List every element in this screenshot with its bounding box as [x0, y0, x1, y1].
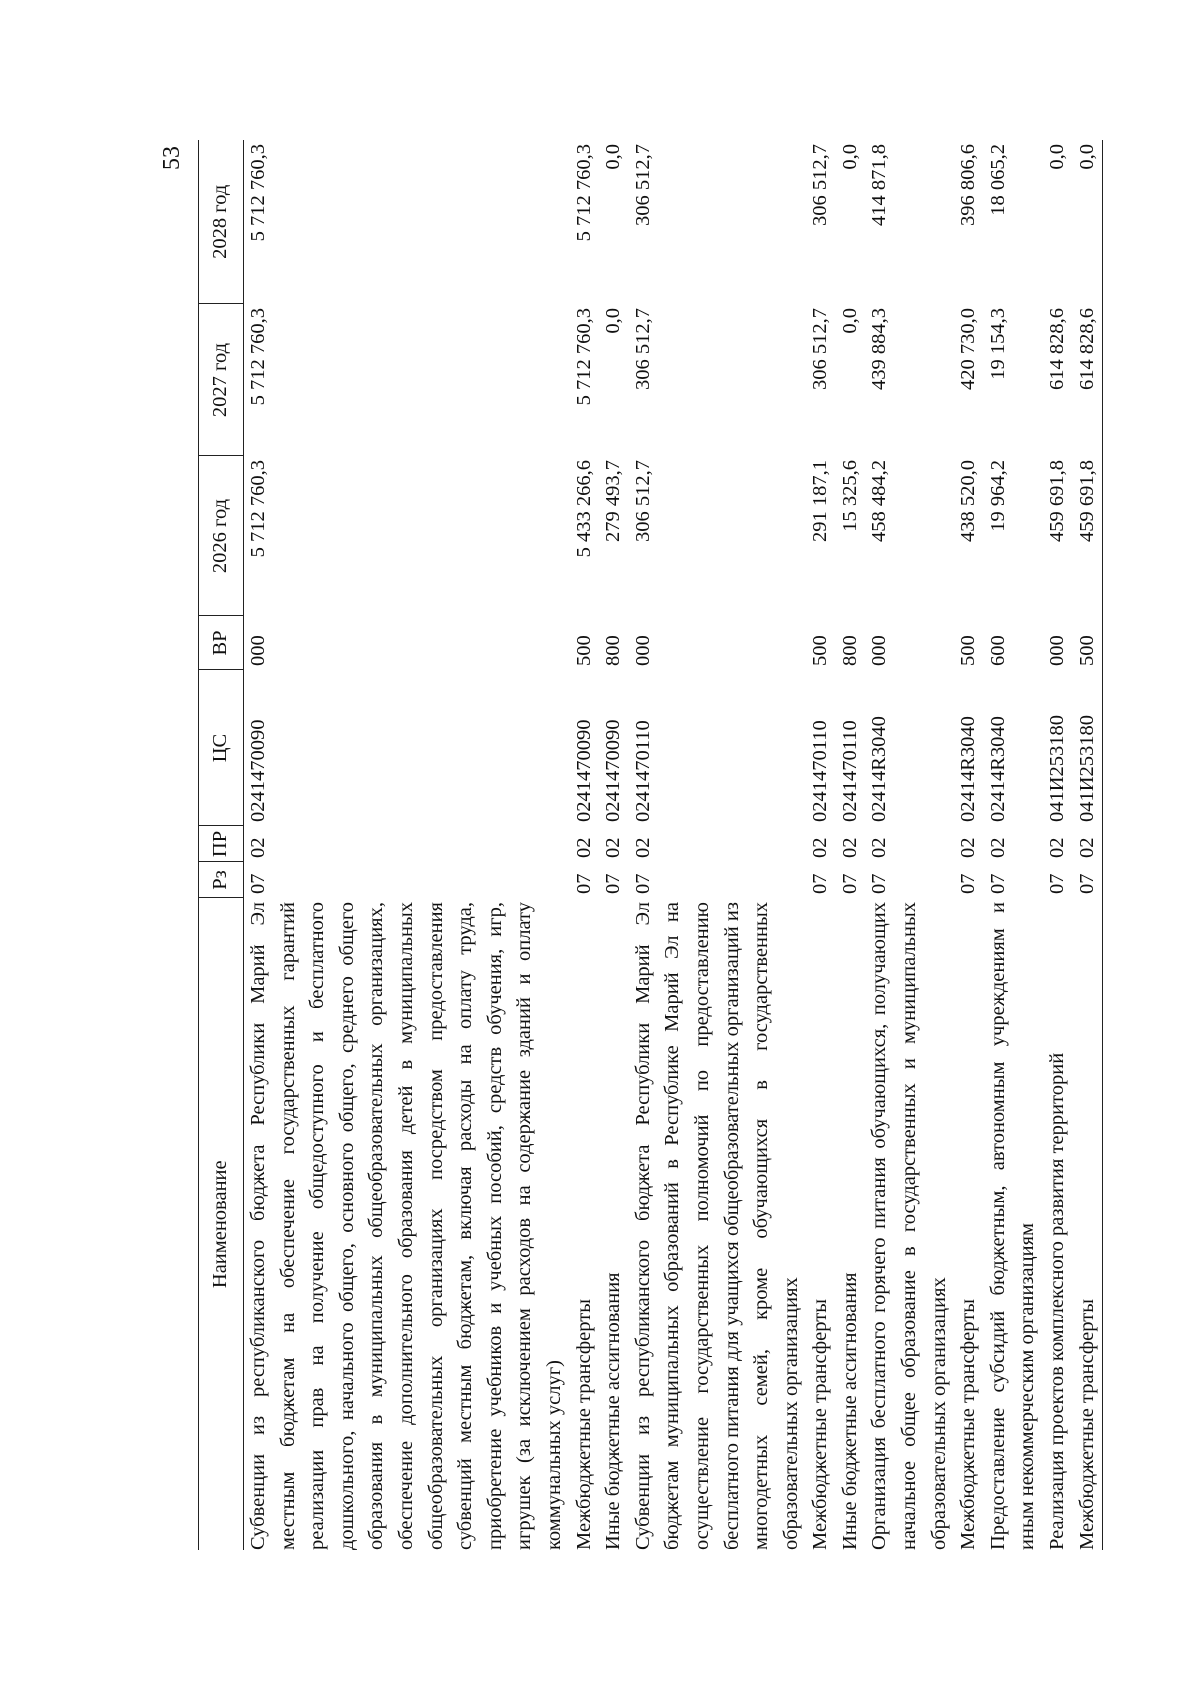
row-pr: 02: [631, 837, 654, 858]
row-cs: 0241470110: [838, 720, 861, 822]
row-name: Субвенции из республиканского бюджета Республики Марий Эл местным бюджетам на обеспечение государственных гарантий реализации прав на получение общедоступного и бесплатного дошкольного, начального общего, основного общего, среднего общего образования в муниципальных общеобразовательных организациях, обеспечение дополнительного образования детей в муниципальных общеобразовательных организациях посредством предоставления субвенций местным бюджетам, включая расходы на оплату труда, приобретение учебников и учебных пособий, средств обучения, игр, игрушек (за исключением расходов на содержание зданий и оплату коммунальных услуг): [247, 902, 565, 1550]
row-2028: 0,0: [1073, 140, 1103, 304]
row-name: Иные бюджетные ассигнования: [602, 1272, 625, 1550]
table-body: [244, 140, 1103, 1550]
table-row: [865, 140, 954, 1550]
row-2028: 306 512,7: [631, 144, 654, 226]
row-2026: 438 520,0: [957, 460, 980, 542]
row-rz: 07: [1046, 873, 1069, 894]
row-rz: 07: [631, 873, 654, 894]
table-row: [954, 140, 984, 1550]
table-row: [244, 140, 570, 1550]
row-2026: 15 325,6: [838, 460, 861, 532]
row-rz: 07: [986, 873, 1009, 894]
row-name: Межбюджетные трансферты: [957, 1299, 980, 1550]
row-vr: 000: [1046, 635, 1069, 666]
row-name: Реализация проектов комплексного развития территорий: [1046, 1052, 1069, 1550]
row-2028: 0,0: [602, 144, 625, 170]
row-pr: 02: [957, 837, 980, 858]
row-name: Субвенции из республиканского бюджета Республики Марий Эл бюджетам муниципальных образований в Республике Марий Эл на осуществление государственных полномочий по предоставлению бесплатного питания для учащихся общеобразовательных организаций из многодетных семей, кроме обучающихся в государственных образовательных организациях: [631, 902, 802, 1550]
row-name: Межбюджетные трансферты: [572, 1299, 595, 1550]
table-row: [599, 140, 629, 1550]
row-2028: 306 512,7: [809, 144, 832, 226]
row-2028: 0,0: [838, 144, 861, 170]
row-2026: 306 512,7: [631, 460, 654, 542]
row-cs: 0241470090: [247, 719, 269, 822]
header-2027: 2027 год: [199, 304, 244, 456]
row-pr: 02: [572, 837, 595, 858]
row-2027: 614 828,6: [1046, 308, 1069, 390]
row-rz: 07: [868, 873, 891, 894]
row-vr: 000: [868, 635, 891, 666]
header-cs: ЦС: [199, 670, 244, 826]
header-rz: Рз: [199, 862, 244, 898]
row-2026: 459 691,8: [1046, 460, 1069, 542]
table-row: [629, 140, 807, 1550]
row-name: Предоставление субсидий бюджетным, автономным учреждениям и иным некоммерческим организациям: [986, 902, 1039, 1550]
row-rz: 07: [1073, 862, 1103, 898]
row-2028: 396 806,6: [957, 144, 980, 226]
row-2026: 458 484,2: [868, 460, 891, 542]
header-2026: 2026 год: [199, 456, 244, 616]
row-vr: 000: [247, 635, 269, 666]
row-cs: 02414R3040: [868, 716, 891, 822]
row-2028: 18 065,2: [986, 144, 1009, 216]
row-cs: 0241470110: [809, 720, 832, 822]
row-2028: 5 712 760,3: [572, 144, 595, 242]
header-name: Наименование: [199, 898, 244, 1550]
row-2027: 5 712 760,3: [572, 308, 595, 406]
table-row: [806, 140, 836, 1550]
row-2028: 414 871,8: [868, 144, 891, 226]
row-pr: 02: [1046, 837, 1069, 858]
row-pr: 02: [1073, 826, 1103, 862]
row-pr: 02: [838, 837, 861, 858]
row-2027: 5 712 760,3: [247, 308, 269, 406]
row-rz: 07: [838, 873, 861, 894]
row-2027: 306 512,7: [809, 308, 832, 390]
budget-table: [198, 140, 1103, 1550]
row-vr: 500: [809, 635, 832, 666]
table-row: [1073, 140, 1103, 1550]
row-vr: 500: [1073, 616, 1103, 670]
row-pr: 02: [986, 837, 1009, 858]
row-vr: 500: [572, 635, 595, 666]
row-2027: 0,0: [602, 308, 625, 334]
table-row: [836, 140, 866, 1550]
row-name: Организация бесплатного горячего питания обучающихся, получающих начальное общее образование в государственных и муниципальных образовательных организациях: [868, 902, 950, 1550]
row-rz: 07: [247, 873, 269, 894]
row-rz: 07: [957, 873, 980, 894]
table-row: [1043, 140, 1073, 1550]
row-vr: 800: [838, 635, 861, 666]
row-pr: 02: [247, 837, 269, 858]
row-rz: 07: [602, 873, 625, 894]
row-2027: 19 154,3: [986, 308, 1009, 380]
row-2027: 614 828,6: [1073, 304, 1103, 456]
table-row: [984, 140, 1043, 1550]
row-cs: 0241470110: [631, 720, 654, 822]
row-2027: 0,0: [838, 308, 861, 334]
header-pr: ПР: [199, 826, 244, 862]
header-2028: 2028 год: [199, 140, 244, 304]
row-cs: 041И253180: [1046, 714, 1069, 822]
row-2027: 439 884,3: [868, 308, 891, 390]
row-cs: 041И253180: [1073, 670, 1103, 826]
row-rz: 07: [572, 873, 595, 894]
row-2027: 420 730,0: [957, 308, 980, 390]
row-2026: 19 964,2: [986, 460, 1009, 532]
row-2028: 5 712 760,3: [247, 144, 269, 242]
row-2026: 291 187,1: [809, 460, 832, 542]
row-cs: 0241470090: [602, 719, 625, 822]
row-2026: 459 691,8: [1073, 456, 1103, 616]
row-vr: 600: [986, 635, 1009, 666]
row-name: Межбюджетные трансферты: [1073, 898, 1103, 1550]
row-vr: 500: [957, 635, 980, 666]
row-pr: 02: [602, 837, 625, 858]
row-2027: 306 512,7: [631, 308, 654, 390]
row-vr: 000: [631, 635, 654, 666]
row-cs: 02414R3040: [957, 716, 980, 822]
row-2028: 0,0: [1046, 144, 1069, 170]
row-cs: 02414R3040: [986, 716, 1009, 822]
page-number: 53: [159, 146, 185, 170]
row-rz: 07: [809, 873, 832, 894]
row-pr: 02: [868, 837, 891, 858]
rotated-page: [159, 140, 1098, 1550]
table-row: [570, 140, 600, 1550]
row-name: Иные бюджетные ассигнования: [838, 1272, 861, 1550]
row-pr: 02: [809, 837, 832, 858]
table-header: [199, 140, 244, 1550]
row-vr: 800: [602, 635, 625, 666]
row-2026: 5 433 266,6: [572, 460, 595, 558]
row-name: Межбюджетные трансферты: [809, 1299, 832, 1550]
row-2026: 5 712 760,3: [247, 460, 269, 558]
header-vr: ВР: [199, 616, 244, 670]
row-cs: 0241470090: [572, 719, 595, 822]
row-2026: 279 493,7: [602, 460, 625, 542]
